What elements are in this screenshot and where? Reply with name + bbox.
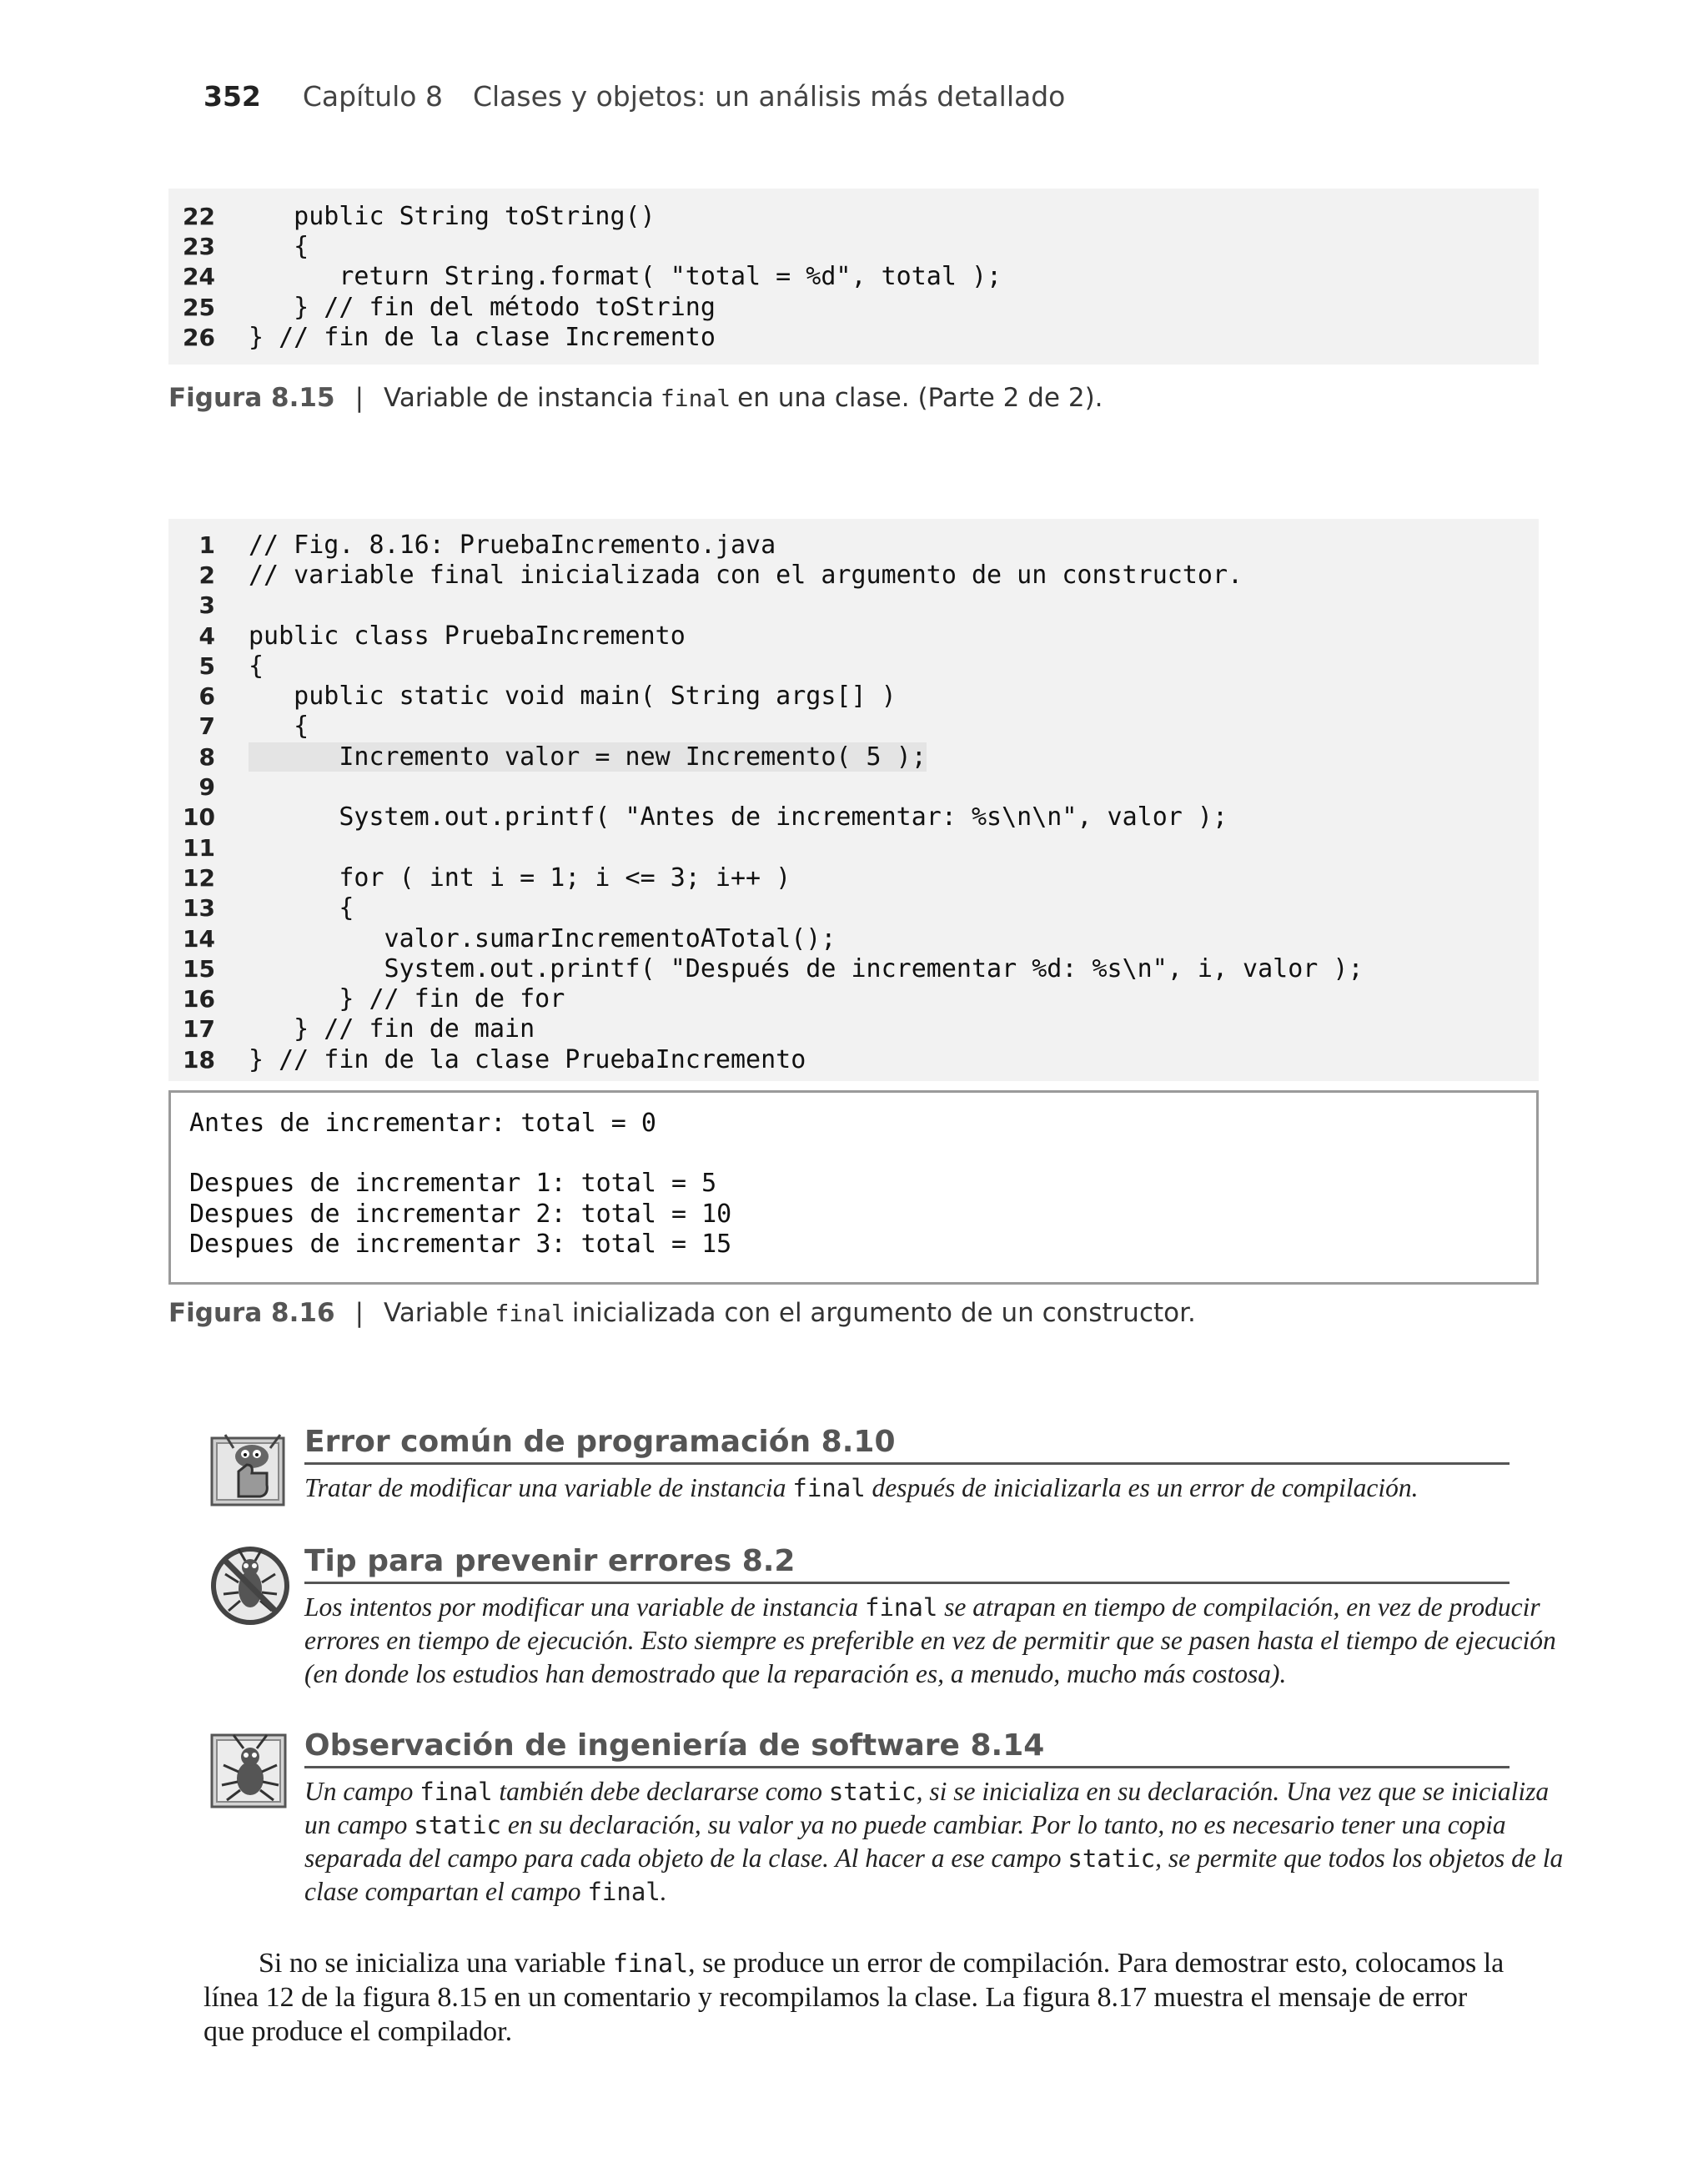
line-number: 4 — [198, 621, 215, 650]
code-text: // Fig. 8.16: PruebaIncremento.java — [249, 530, 776, 560]
code-line — [168, 863, 1539, 893]
paragraph-text: que produce el compilador. — [203, 2016, 513, 2047]
code-line — [168, 651, 1539, 681]
note-text: , se permite que todos los objetos de la — [1155, 1844, 1564, 1873]
line-number: 5 — [198, 651, 215, 680]
line-number: 6 — [198, 682, 215, 711]
line-number: 17 — [183, 1015, 215, 1044]
caption-code: final — [495, 1299, 565, 1327]
output-line — [189, 1138, 1518, 1168]
code-line — [168, 712, 1539, 742]
code-text: } // fin de la clase PruebaIncremento — [249, 1044, 806, 1074]
code-line — [168, 923, 1539, 953]
code-line — [168, 322, 1539, 352]
code-line — [168, 772, 1539, 802]
note-text: después de inicializarla es un error de compilación. — [865, 1473, 1419, 1502]
chapter-label: Capítulo 8 — [302, 80, 443, 113]
note-text: clase compartan el campo — [304, 1877, 588, 1906]
line-number: 12 — [183, 863, 215, 892]
line-number: 7 — [198, 712, 215, 741]
code-text: for ( int i = 1; i <= 3; i++ ) — [249, 863, 791, 893]
code-text: { — [249, 712, 309, 742]
caption-code: final — [660, 384, 731, 412]
paragraph-text: línea 12 de la figura 8.15 en un comentario y recompilamos la clase. La figura 8.17 muestra el mensaje de error — [203, 1982, 1468, 2013]
caption-separator: | — [354, 1298, 364, 1328]
line-number: 13 — [183, 894, 215, 923]
note-common-programming-error — [208, 1423, 1510, 1523]
line-number: 3 — [198, 591, 215, 620]
line-number: 2 — [198, 561, 215, 589]
code-line — [168, 292, 1539, 322]
note-text: , si se inicializa en su declaración. Una vez que se inicializa — [916, 1777, 1550, 1806]
line-number: 11 — [183, 833, 215, 862]
note-code: final — [864, 1593, 938, 1622]
paragraph-code: final — [612, 1949, 689, 1979]
line-number: 22 — [183, 202, 215, 230]
code-text: } // fin de la clase Incremento — [249, 322, 716, 352]
line-number: 24 — [183, 263, 215, 291]
figure-caption-8-15 — [168, 380, 1103, 416]
note-code: static — [828, 1778, 917, 1806]
note-text: un campo — [304, 1810, 414, 1839]
note-body — [304, 1775, 1564, 1909]
code-text: public String toString() — [249, 201, 656, 231]
line-number: 16 — [183, 985, 215, 1014]
code-text: valor.sumarIncrementoATotal(); — [249, 923, 836, 953]
code-text: } // fin de main — [249, 1014, 535, 1044]
code-text-highlighted: Incremento valor = new Incremento( 5 ); — [249, 742, 927, 772]
running-head — [203, 80, 1065, 118]
line-number: 14 — [183, 924, 215, 953]
code-text: } // fin del método toString — [249, 292, 716, 322]
code-line — [168, 681, 1539, 711]
note-code: final — [587, 1878, 661, 1906]
note-body — [304, 1471, 1510, 1505]
note-text: Tratar de modificar una variable de instancia — [304, 1473, 793, 1502]
program-output — [168, 1090, 1539, 1285]
line-number: 15 — [183, 954, 215, 983]
code-line — [168, 560, 1539, 590]
code-text: { — [249, 231, 309, 261]
note-text: en su declaración, su valor ya no puede cambiar. Por lo tanto, no es necesario tener una copia — [501, 1810, 1506, 1839]
code-text: { — [249, 893, 354, 923]
note-text: (en donde los estudios han demostrado que la reparación es, a menudo, mucho más costosa). — [304, 1659, 1287, 1688]
note-title: Tip para prevenir errores 8.2 — [304, 1542, 1510, 1584]
figure-label: Figura 8.16 — [168, 1298, 335, 1328]
note-code: final — [419, 1778, 493, 1806]
code-listing-fig-8-15 — [168, 189, 1539, 365]
thumbs-down-bug-icon — [208, 1423, 292, 1506]
line-number: 26 — [183, 323, 215, 351]
output-line: Despues de incrementar 1: total = 5 — [189, 1169, 717, 1199]
code-line — [168, 262, 1539, 292]
code-line — [168, 1014, 1539, 1044]
paragraph-text: , se produce un error de compilación. Para demostrar esto, colocamos la — [688, 1948, 1505, 1979]
line-number: 10 — [183, 803, 215, 832]
note-text: . — [660, 1877, 667, 1906]
code-line — [168, 832, 1539, 863]
code-line — [168, 530, 1539, 560]
line-number: 18 — [183, 1045, 215, 1074]
code-line — [168, 1044, 1539, 1074]
code-line — [168, 621, 1539, 651]
note-software-engineering-observation — [208, 1727, 1564, 1927]
note-code: static — [1068, 1844, 1156, 1873]
code-line — [168, 983, 1539, 1014]
note-text: Los intentos por modificar una variable de instancia — [304, 1592, 865, 1622]
note-title: Error común de programación 8.10 — [304, 1423, 1510, 1465]
caption-text: inicializada con el argumento de un constructor. — [571, 1298, 1196, 1328]
caption-text: Variable de instancia — [384, 383, 654, 413]
figure-label: Figura 8.15 — [168, 383, 335, 413]
caption-text: Variable — [384, 1298, 489, 1328]
code-text: public static void main( String args[] ) — [249, 682, 897, 712]
note-code: static — [414, 1811, 501, 1839]
code-text: } // fin de for — [249, 984, 565, 1014]
line-number: 1 — [198, 531, 215, 559]
code-listing-fig-8-16 — [168, 519, 1539, 1081]
note-code: final — [792, 1474, 866, 1502]
code-line — [168, 201, 1539, 231]
code-text: public class PruebaIncremento — [249, 621, 686, 651]
code-line — [168, 802, 1539, 832]
line-number: 23 — [183, 232, 215, 260]
code-line — [168, 591, 1539, 621]
note-error-prevention-tip — [208, 1542, 1556, 1701]
code-line — [168, 893, 1539, 923]
note-body — [304, 1591, 1556, 1691]
output-line: Antes de incrementar: total = 0 — [189, 1108, 656, 1138]
note-text: se atrapan en tiempo de compilación, en vez de producir — [937, 1592, 1540, 1622]
body-paragraph — [203, 1946, 1509, 2049]
line-number: 25 — [183, 293, 215, 321]
note-text: errores en tiempo de ejecución. Esto siempre es preferible en vez de permitir que se pasen hasta el tiempo de ejecución — [304, 1626, 1556, 1655]
figure-caption-8-16 — [168, 1295, 1196, 1331]
code-text: System.out.printf( "Después de incrementar %d: %s\n", i, valor ); — [249, 953, 1364, 983]
code-line — [168, 231, 1539, 261]
line-number: 9 — [198, 773, 215, 802]
code-line — [168, 742, 1539, 772]
bug-in-box-icon — [208, 1727, 292, 1810]
page-number: 352 — [203, 80, 261, 113]
note-title: Observación de ingeniería de software 8.14 — [304, 1727, 1510, 1768]
line-number: 8 — [198, 742, 215, 771]
chapter-title: Clases y objetos: un análisis más detallado — [472, 80, 1066, 113]
note-text: también debe declararse como — [492, 1777, 829, 1806]
output-line: Despues de incrementar 3: total = 15 — [189, 1229, 732, 1259]
code-line — [168, 953, 1539, 983]
note-text: Un campo — [304, 1777, 420, 1806]
caption-text: en una clase. (Parte 2 de 2). — [737, 383, 1103, 413]
code-text: // variable final inicializada con el argumento de un constructor. — [249, 560, 1243, 590]
code-text: System.out.printf( "Antes de incrementar: %s\n\n", valor ); — [249, 802, 1228, 832]
note-text: separada del campo para cada objeto de la clase. Al hacer a ese campo — [304, 1844, 1068, 1873]
code-text: return String.format( "total = %d", total ); — [249, 262, 1002, 292]
caption-separator: | — [354, 383, 364, 413]
code-text: { — [249, 651, 264, 681]
no-bug-icon — [208, 1542, 292, 1626]
paragraph-text: Si no se inicializa una variable — [259, 1948, 613, 1979]
output-line: Despues de incrementar 2: total = 10 — [189, 1199, 732, 1229]
